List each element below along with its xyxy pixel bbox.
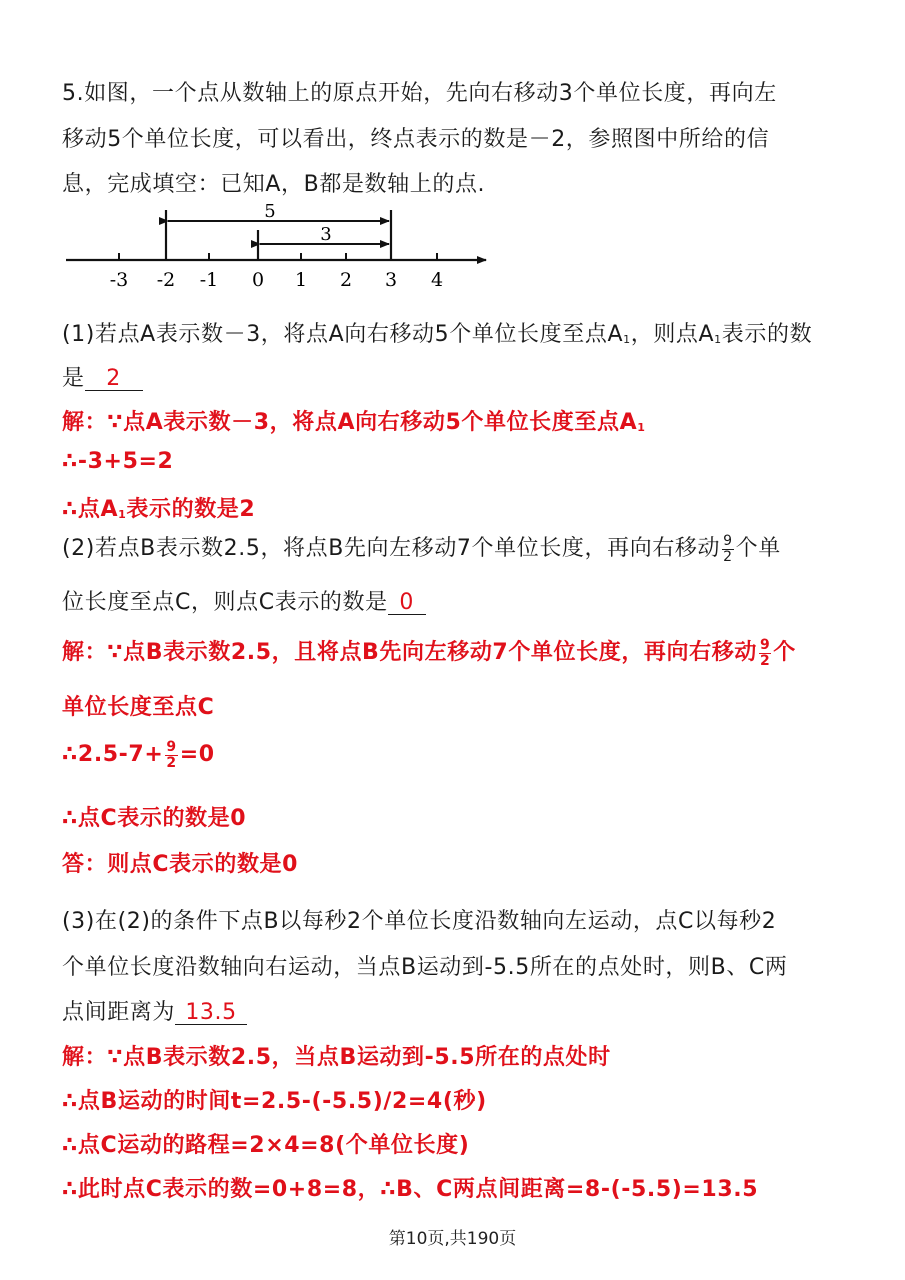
- subscript: 1: [637, 421, 646, 434]
- tick-labels: [110, 269, 443, 291]
- part1-question-text: 是: [62, 366, 85, 391]
- solution-text: 解：∵点A表示数－3，将点A向右移动5个单位长度至点A: [62, 410, 638, 435]
- problem-intro-line-2: 移动5个单位长度，可以看出，终点表示的数是－2，参照图中所给的信: [62, 127, 770, 152]
- part3-solution-line-1: 解：∵点B表示数2.5，当点B运动到-5.5所在的点处时: [62, 1045, 611, 1070]
- tick-label: -2: [156, 269, 176, 291]
- tick-label: 2: [339, 269, 353, 291]
- part2-question-line-2: [62, 585, 865, 616]
- part1-question-line-2: [62, 361, 865, 392]
- part1-question-line-1: [62, 317, 865, 348]
- part2-question-text: 个单: [735, 536, 781, 561]
- tick-label: 3: [384, 269, 398, 291]
- tick-label: 4: [430, 269, 444, 291]
- tick-label: -1: [199, 269, 219, 291]
- part3-question-text: 点间距离为: [62, 1000, 176, 1025]
- tick-label: -3: [109, 269, 129, 291]
- part3-answer-blank: 13.5: [175, 1001, 247, 1025]
- solution-text: 表示的数是2: [126, 497, 256, 522]
- tick-label: 1: [294, 269, 308, 291]
- part1-question-text: 表示的数: [721, 322, 813, 347]
- problem-intro-line-3: 息，完成填空：已知A，B都是数轴上的点.: [62, 172, 486, 197]
- part2-solution-line-4: ∴点C表示的数是0: [62, 806, 247, 831]
- label-5: 5: [264, 201, 276, 222]
- fraction-nine-halves: $\frac{9}{2}$: [166, 739, 177, 771]
- part2-solution-line-2: 单位长度至点C: [62, 695, 215, 720]
- problem-intro-line-1: 5.如图，一个点从数轴上的原点开始，先向右移动3个单位长度，再向左: [62, 81, 777, 106]
- subscript: 1: [118, 508, 127, 521]
- part2-question-text: 位长度至点C，则点C表示的数是: [62, 590, 388, 615]
- part2-question-text: (2)若点B表示数2.5，将点B先向左移动7个单位长度，再向右移动: [62, 536, 721, 561]
- solution-text: ∴2.5-7+: [62, 742, 164, 768]
- solution-text: ∴点A: [62, 497, 119, 522]
- part3-question-line-1: (3)在(2)的条件下点B以每秒2个单位长度沿数轴向左运动，点C以每秒2: [62, 909, 777, 934]
- part3-question-line-2: 个单位长度沿数轴向右运动，当点B运动到-5.5所在的点处时，则B、C两: [62, 955, 788, 980]
- page-number: 第10页,共190页: [388, 1229, 517, 1249]
- part2-answer-statement: 答：则点C表示的数是0: [62, 852, 299, 877]
- subscript: 1: [623, 333, 631, 346]
- part1-solution-line-3: [62, 492, 865, 523]
- tick-label: 0: [251, 269, 265, 291]
- solution-text: 解：∵点B表示数2.5，且将点B先向左移动7个单位长度，再向右移动: [62, 640, 757, 665]
- part3-question-line-3: [62, 995, 865, 1026]
- fraction-nine-halves: $\frac{9}{2}$: [759, 636, 771, 669]
- solution-text: =0: [179, 742, 215, 768]
- part1-question-text: ，则点A: [630, 322, 715, 347]
- part3-solution-line-2: ∴点B运动的时间t=2.5-(-5.5)/2=4(秒): [62, 1089, 487, 1114]
- part1-question-text: (1)若点A表示数－3，将点A向右移动5个单位长度至点A: [62, 322, 624, 347]
- number-line-figure: [60, 198, 500, 294]
- solution-text: 个: [773, 640, 796, 665]
- part2-solution-line-3: [62, 740, 865, 770]
- part3-solution-line-3: ∴点C运动的路程=2×4=8(个单位长度): [62, 1133, 470, 1158]
- part1-solution-line-1: [62, 405, 865, 436]
- fraction-nine-halves: $\frac{9}{2}$: [723, 532, 733, 565]
- part1-solution-line-2: ∴-3+5=2: [62, 449, 174, 474]
- part3-solution-line-4: ∴此时点C表示的数=0+8=8，∴B、C两点间距离=8-(-5.5)=13.5: [62, 1177, 759, 1202]
- part2-question-line-1: [62, 531, 865, 564]
- label-3: 3: [320, 224, 332, 245]
- part2-solution-line-1: [62, 635, 865, 668]
- part2-answer-blank: 0: [388, 591, 426, 615]
- part1-answer-blank: 2: [85, 367, 143, 391]
- subscript: 1: [714, 333, 722, 346]
